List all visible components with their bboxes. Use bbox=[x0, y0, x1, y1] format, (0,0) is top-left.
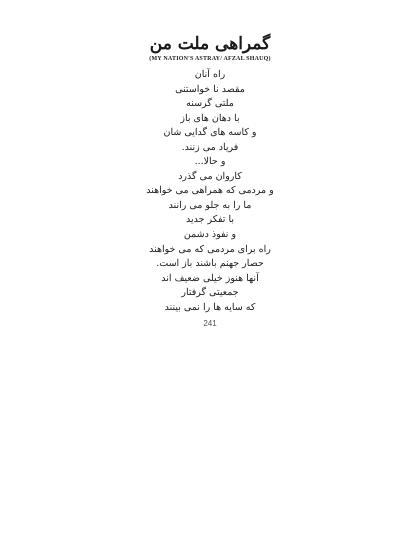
page-number: 241 bbox=[203, 319, 217, 328]
poem-title: گمراهی ملت من bbox=[149, 34, 271, 54]
poem-line: حصار جهنم باشند باز است. bbox=[156, 258, 264, 270]
poem-line: و مردمی که همراهی می خواهند bbox=[146, 185, 274, 197]
poem-subtitle: (MY NATION'S ASTRAY/ AFZAL SHAUQ) bbox=[149, 56, 271, 62]
poem-line: با دهان های باز bbox=[180, 112, 240, 124]
poem-line: راه برای مردمی که می خواهند bbox=[149, 243, 271, 255]
poem-line: فریاد می زنند. bbox=[181, 141, 239, 153]
poem-line: و حالا... bbox=[194, 156, 226, 168]
poem-line: و کاسه های گدایی شان bbox=[163, 127, 257, 139]
poem-line: و نفوذ دشمن bbox=[183, 229, 237, 241]
poem-line: جمعیتی گرفتار bbox=[181, 287, 239, 299]
poem-line: که سایه ها را نمی بینند bbox=[164, 301, 256, 313]
poem-body bbox=[0, 68, 420, 315]
poem-line: کاروان می گذرد bbox=[178, 170, 242, 182]
poem-line: مقصد نا خواستنی bbox=[175, 83, 245, 95]
poem-line: آنها هنوز خیلی ضعیف اند bbox=[161, 272, 259, 284]
poem-line: با تفکر جدید bbox=[185, 214, 234, 226]
poem-line: راه آنان bbox=[194, 69, 226, 80]
poem-line: ملتی گرسنه bbox=[186, 98, 234, 110]
poem-line: ما را به جلو می رانند bbox=[168, 199, 252, 211]
